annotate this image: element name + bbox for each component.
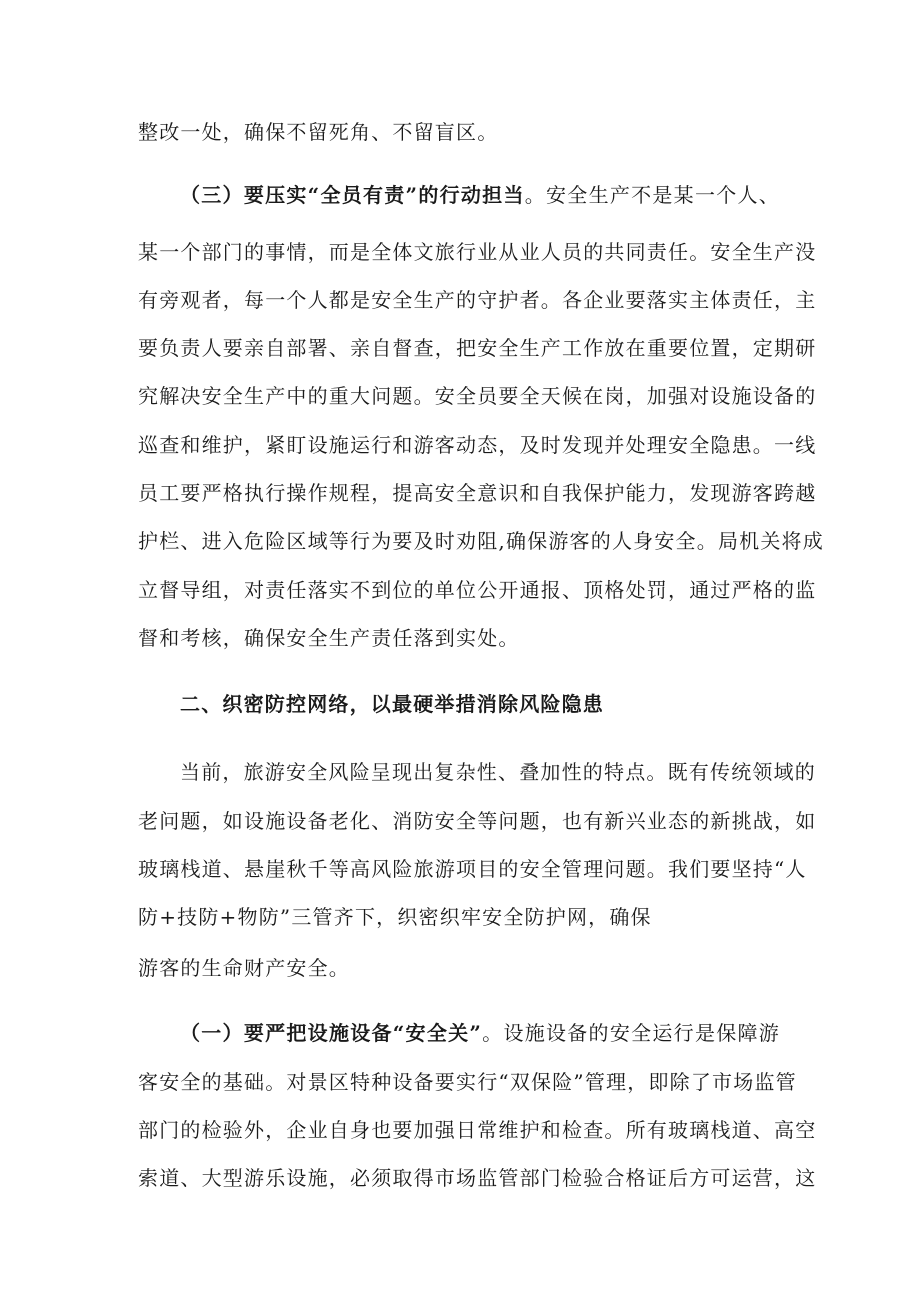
paragraph-line: 整改一处，确保不留死角、不留盲区。 bbox=[138, 120, 499, 144]
paragraph-line: 护栏、进入危险区域等行为要及时劝阻,确保游客的人身安全。局机关将成 bbox=[138, 529, 824, 553]
section-3-lead-rest: 。安全生产不是某一个人、 bbox=[524, 183, 780, 207]
paragraph-line: 员工要严格执行操作规程，提高安全意识和自我保护能力，发现游客跨越 bbox=[138, 481, 817, 505]
paragraph-line: 督和考核，确保安全生产责任落到实处。 bbox=[138, 626, 520, 650]
paragraph-line: 巡查和维护，紧盯设施运行和游客动态，及时发现并处理安全隐患。一线 bbox=[138, 433, 817, 457]
paragraph-line: 要负责人要亲自部署、亲自督查，把安全生产工作放在重要位置，定期研 bbox=[138, 336, 817, 360]
paragraph-line: 部门的检验外，企业自身也要加强日常维护和检查。所有玻璃栈道、高空 bbox=[138, 1118, 817, 1142]
section-1-lead-rest: 。设施设备的安全运行是保障游 bbox=[482, 1021, 780, 1045]
paragraph-line: 索道、大型游乐设施，必须取得市场监管部门检验合格证后方可运营，这 bbox=[138, 1166, 817, 1190]
section-1-first-line bbox=[180, 1021, 780, 1045]
paragraph-line: 某一个部门的事情，而是全体文旅行业从业人员的共同责任。安全生产没 bbox=[138, 240, 817, 264]
paragraph-line: 老问题，如设施设备老化、消防安全等问题，也有新兴业态的新挑战，如 bbox=[138, 809, 817, 833]
paragraph-line: 客安全的基础。对景区特种设备要实行“双保险”管理，即除了市场监管 bbox=[138, 1070, 797, 1094]
paragraph-line: 有旁观者，每一个人都是安全生产的守护者。各企业要落实主体责任，主 bbox=[138, 288, 817, 312]
section-1-lead: （一）要严把设施设备“安全关” bbox=[180, 1021, 483, 1045]
paragraph-line: 玻璃栈道、悬崖秋千等高风险旅游项目的安全管理问题。我们要坚持“人 bbox=[138, 857, 807, 881]
paragraph-line: 立督导组，对责任落实不到位的单位公开通报、顶格处罚，通过严格的监 bbox=[138, 578, 817, 602]
section-3-lead: （三）要压实“全员有责”的行动担当 bbox=[180, 183, 525, 207]
section-heading: 二、织密防控网络，以最硬举措消除风险隐患 bbox=[180, 692, 604, 716]
paragraph-line: 防+技防+物防”三管齐下，织密织牢安全防护网，确保 bbox=[138, 905, 652, 929]
paragraph-line: 当前，旅游安全风险呈现出复杂性、叠加性的特点。既有传统领域的 bbox=[180, 760, 816, 784]
section-3-first-line bbox=[180, 183, 780, 207]
paragraph-line: 究解决安全生产中的重大问题。安全员要全天候在岗，加强对设施设备的 bbox=[138, 384, 817, 408]
paragraph-line: 游客的生命财产安全。 bbox=[138, 956, 350, 980]
